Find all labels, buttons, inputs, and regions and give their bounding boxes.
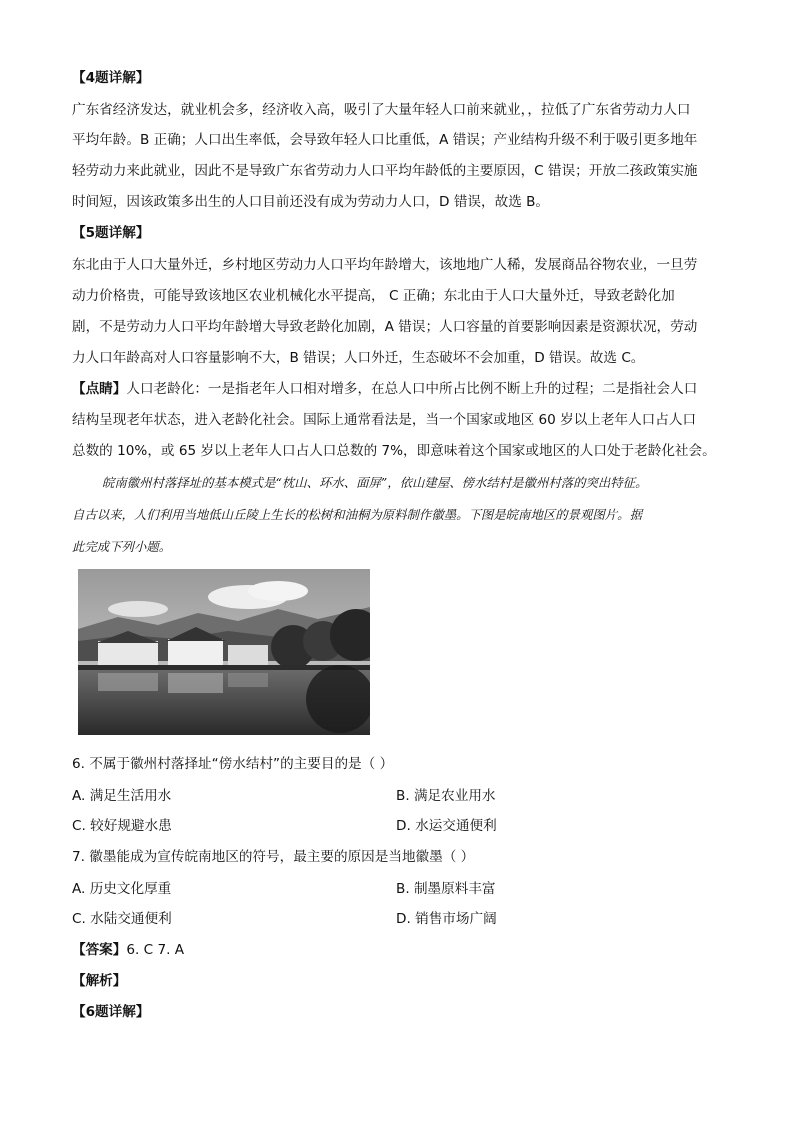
q7-option-a: A. 历史文化厚重	[72, 881, 172, 897]
q4-text-line: 平均年龄。B 正确；人口出生率低，会导致年轻人口比重低，A 错误；产业结构升级不利于吸引更多地年	[72, 132, 698, 148]
answer-label: 【答案】	[72, 942, 127, 958]
note-text-line: 总数的 10%，或 65 岁以上老年人口占人口总数的 7%，即意味着这个国家或地区的人口处于老龄化社会。	[72, 443, 716, 459]
intro-text-line: 自古以来，人们利用当地低山丘陵上生长的松树和油桐为原料制作徽墨。下图是皖南地区的景观图片。据	[72, 507, 642, 522]
q7-option-b: B. 制墨原料丰富	[396, 881, 496, 897]
q5-text-line: 力人口年龄高对人口容量影响不大，B 错误；人口外迁，生态破坏不会加重，D 错误。故选 C。	[72, 350, 645, 366]
q5-text-line: 动力价格贵，可能导致该地区农业机械化水平提高， C 正确；东北由于人口大量外迁，导致老龄化加	[72, 288, 675, 304]
q7-option-c: C. 水陆交通便利	[72, 911, 172, 927]
q6-option-a: A. 满足生活用水	[72, 788, 172, 804]
note-text-line: 结构呈现老年状态，进入老龄化社会。国际上通常看法是，当一个国家或地区 60 岁以上老年人口占人口	[72, 412, 697, 428]
note-line-1	[72, 380, 697, 398]
note-label: 【点睛】	[72, 381, 127, 397]
answer-line	[72, 941, 184, 959]
answer-text: 6. C 7. A	[126, 942, 185, 958]
q7-stem: 7. 徽墨能成为宣传皖南地区的符号，最主要的原因是当地徽墨（ ）	[72, 849, 475, 865]
q7-option-d: D. 销售市场广阔	[396, 911, 497, 927]
q5-text-line: 剧，不是劳动力人口平均年龄增大导致老龄化加剧，A 错误；人口容量的首要影响因素是资源状况，劳动	[72, 319, 698, 335]
q5-text-line: 东北由于人口大量外迁，乡村地区劳动力人口平均年龄增大，该地地广人稀，发展商品谷物农业，一旦劳	[72, 257, 698, 273]
q4-text-line: 轻劳动力来此就业，因此不是导致广东省劳动力人口平均年龄低的主要原因，C 错误；开放二孩政策实施	[72, 163, 698, 179]
q6-stem: 6. 不属于徽州村落择址“傍水结村”的主要目的是（ ）	[72, 756, 394, 772]
q4-text-line: 广东省经济发达，就业机会多，经济收入高，吸引了大量年轻人口前来就业，，拉低了广东省劳动力人口	[72, 102, 691, 118]
q5-heading: 【5题详解】	[72, 225, 150, 241]
intro-text-line: 皖南徽州村落择址的基本模式是“枕山、环水、面屏”，依山建屋、傍水结村是徽州村落的突出特征。	[102, 475, 648, 490]
landscape-photo	[78, 569, 370, 735]
q4-heading: 【4题详解】	[72, 70, 150, 86]
note-text: 人口老龄化：一是指老年人口相对增多，在总人口中所占比例不断上升的过程；二是指社会人口	[126, 381, 698, 397]
intro-text-line: 此完成下列小题。	[72, 539, 172, 554]
q6-option-b: B. 满足农业用水	[396, 788, 496, 804]
q6-option-d: D. 水运交通便利	[396, 818, 497, 834]
q6-heading: 【6题详解】	[72, 1004, 150, 1020]
q4-text-line: 时间短，因该政策多出生的人口目前还没有成为劳动力人口，D 错误，故选 B。	[72, 194, 550, 210]
q6-option-c: C. 较好规避水患	[72, 818, 172, 834]
analysis-label: 【解析】	[72, 973, 127, 989]
